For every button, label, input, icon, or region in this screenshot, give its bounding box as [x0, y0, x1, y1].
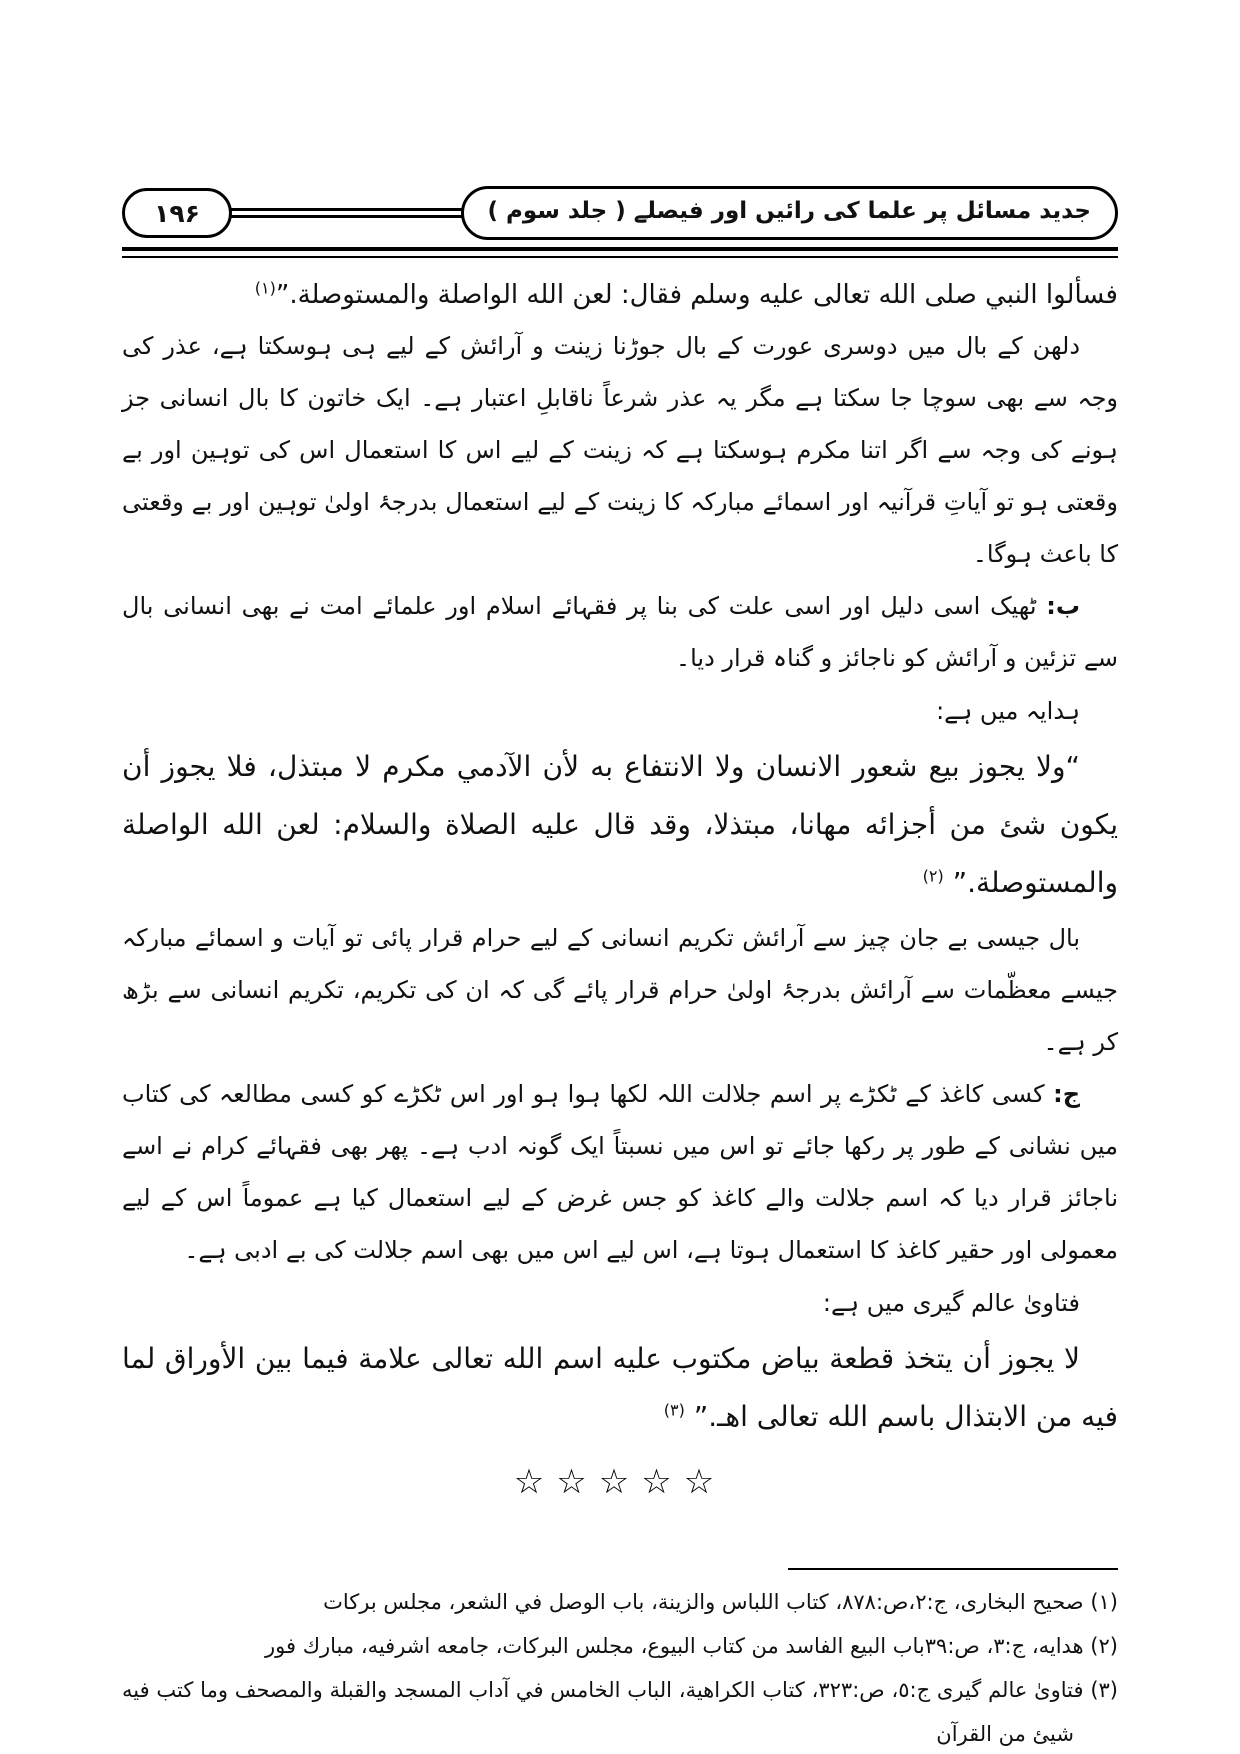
arabic-quote-hidaya [122, 738, 1118, 912]
paragraph-b-text: ٹھیک اسی دلیل اور اسی علت کی بنا پر فقہائے اسلام اور علمائے امت نے بھی انسانی بال سے تزئین و آرائش کو ناجائز و گناہ قرار دیا۔ [122, 592, 1118, 672]
paragraph-bride-hair: دلھن کے بال میں دوسری عورت کے بال جوڑنا زینت و آرائش کے لیے ہی ہوسکتا ہے، عذر کی وجہ سے بھی سوچا جا سکتا ہے مگر یہ عذر شرعاً ناقابلِ اعتبار ہے۔ ایک خاتون کا بال انسانی جز ہونے کی وجہ سے اگر اتنا مکرم ہوسکتا ہے کہ زینت کے لیے اس کا استعمال اس کی توہین اور بے وقعتی ہو تو آیاتِ قرآنیہ اور اسمائے مبارکہ کا زینت کے لیے استعمال بدرجۂ اولیٰ توہین اور بے وقعتی کا باعث ہوگا۔ [122, 332, 1118, 568]
paragraph-answer-j [122, 1068, 1118, 1276]
page-header [122, 186, 1118, 258]
footnote-separator-rule [788, 1568, 1118, 1570]
footnote-3: (٣) فتاوىٰ عالم گيرى ج:٥، ص:٣٢٣، كتاب الكراهية، الباب الخامس في آداب المسجد والقبلة والمصحف وما كتب فيه شيئ من القرآن [122, 1678, 1118, 1746]
arabic-quote-alamgiri-text: لا يجوز أن يتخذ قطعة بياض مكتوب عليه اسم الله تعالى علامة فيما بين الأوراق لما فيه من الابتذال باسم الله تعالى اهـ.” [122, 1342, 1118, 1433]
book-title-capsule [461, 186, 1118, 240]
footnote-ref-1: (١) [254, 278, 276, 298]
paragraph-marker-b: ب: [1046, 592, 1080, 620]
five-stars-divider-icon: ☆☆☆☆☆ [513, 1462, 727, 1502]
arabic-hadith-tail [122, 266, 1118, 320]
page-number-badge [122, 188, 232, 238]
page-number: ۱۹۶ [154, 198, 200, 228]
footnote-1: (١) صحيح البخارى، ج:٢،ص:٨٧٨، كتاب اللباس والزينة، باب الوصل في الشعر، مجلس بركات [323, 1590, 1118, 1614]
book-title: جدید مسائل پر علما کی رائیں اور فیصلے ( جلد سوم ) [487, 198, 1091, 224]
page-body [122, 266, 1118, 1502]
footnotes-section [122, 1568, 1118, 1754]
heading-hidaya: ہدایہ میں ہے: [936, 697, 1080, 725]
paragraph-answer-b [122, 580, 1118, 684]
heading-alamgiri: فتاویٰ عالم گیری میں ہے: [822, 1289, 1080, 1317]
header-divider-rule [122, 247, 1118, 258]
footnote-ref-3: (٣) [663, 1400, 685, 1420]
arabic-quote-alamgiri [122, 1330, 1118, 1446]
header-connector-rule [226, 208, 467, 218]
footnote-2: (٢) هدايه، ج:٣، ص:٣٩باب البيع الفاسد من كتاب البيوع، مجلس البركات، جامعه اشرفيه، مبارك فور [265, 1634, 1118, 1658]
arabic-hadith-text: فسألوا النبي صلى الله تعالى عليه وسلم فقال: لعن الله الواصلة والمستوصلة.” [275, 280, 1118, 310]
arabic-quote-hidaya-text: “ولا يجوز بيع شعور الانسان ولا الانتفاع به لأن الآدمي مكرم لا مبتذل، فلا يجوز أن يكون شئ من أجزائه مهانا، مبتذلا، وقد قال عليه الصلاة والسلام: لعن الله الواصلة والمستوصلة.” [122, 750, 1118, 899]
paragraph-hair-analogy: بال جیسی بے جان چیز سے آرائش تکریم انسانی کے لیے حرام قرار پائی تو آیات و اسمائے مبارکہ جیسے معظّمات سے آرائش بدرجۂ اولیٰ حرام قرار پائے گی کہ ان کی تکریم، تکریم انسانی سے بڑھ کر ہے۔ [122, 924, 1118, 1056]
footnote-ref-2: (٢) [922, 866, 944, 886]
paragraph-j-text: کسی کاغذ کے ٹکڑے پر اسم جلالت اللہ لکھا ہوا ہو اور اس ٹکڑے کو کسی مطالعہ کی کتاب میں نشانی کے طور پر رکھا جائے تو اس میں نسبتاً ایک گونہ ادب ہے۔ پھر بھی فقہائے کرام نے اسے ناجائز قرار دیا کہ اسم جلالت والے کاغذ کو جس غرض کے لیے استعمال کیا ہے عموماً اس کے لیے معمولی اور حقیر کاغذ کا استعمال ہوتا ہے، اس لیے اس میں بھی اسم جلالت کی بے ادبی ہے۔ [122, 1080, 1118, 1264]
paragraph-marker-j: ج: [1053, 1080, 1080, 1108]
header-row [122, 186, 1118, 240]
